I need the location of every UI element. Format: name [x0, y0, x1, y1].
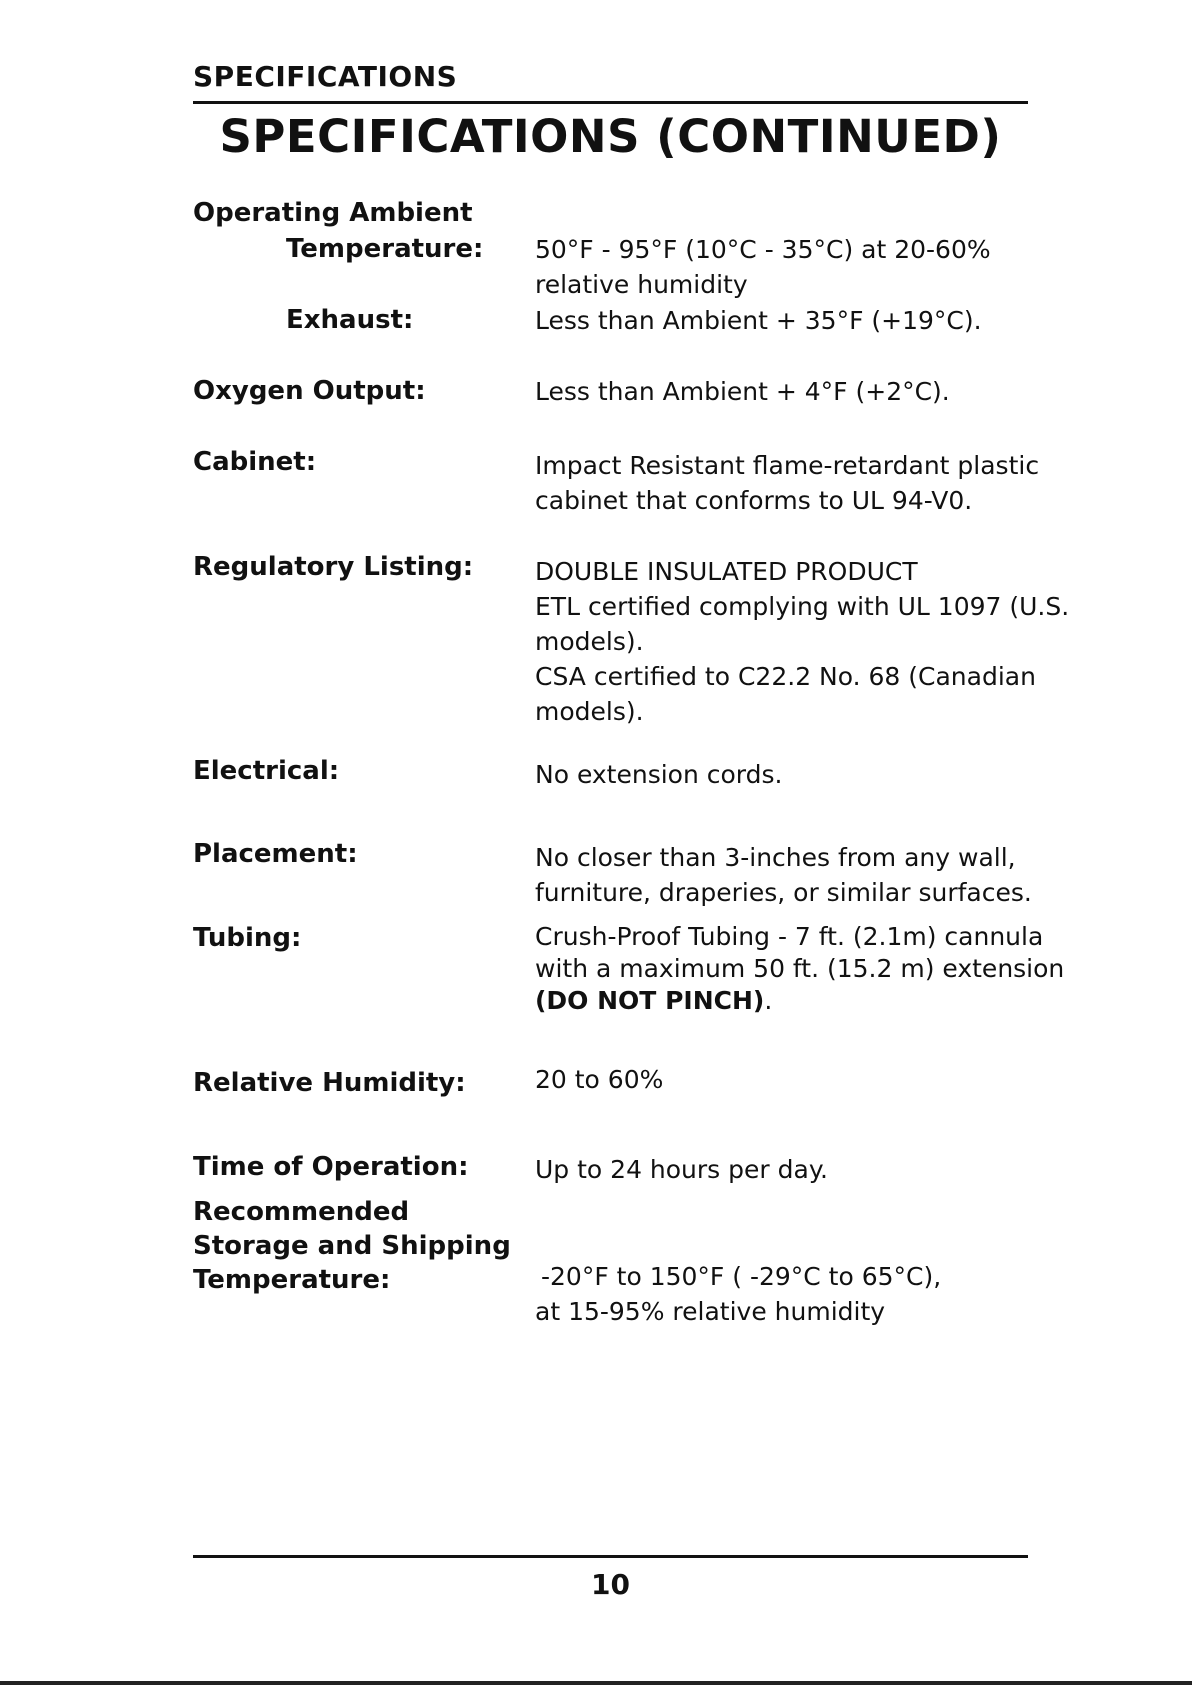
electrical-label: Electrical:: [193, 756, 340, 786]
storage-label-line-3: Temperature:: [193, 1265, 391, 1295]
temperature-value-line-1: 50°F - 95°F (10°C - 35°C) at 20-60%: [535, 235, 991, 264]
tubing-line-3: [535, 985, 1064, 1017]
operating-ambient-label: Operating Ambient: [193, 198, 473, 228]
regulatory-line-3: models).: [535, 627, 644, 656]
storage-value-line-1: -20°F to 150°F ( -29°C to 65°C),: [541, 1262, 942, 1291]
regulatory-line-5: models).: [535, 697, 644, 726]
cabinet-value-line-2: cabinet that conforms to UL 94-V0.: [535, 486, 973, 515]
regulatory-line-2: ETL certified complying with UL 1097 (U.S.: [535, 592, 1070, 621]
page-number: 10: [591, 1568, 630, 1601]
regulatory-listing-value: [535, 554, 1069, 729]
tubing-label: Tubing:: [193, 923, 302, 953]
placement-label: Placement:: [193, 839, 358, 869]
cabinet-label: Cabinet:: [193, 447, 317, 477]
storage-value: [535, 1259, 941, 1329]
page-title: SPECIFICATIONS (CONTINUED): [219, 110, 1002, 163]
regulatory-line-4: CSA certified to C22.2 No. 68 (Canadian: [535, 662, 1036, 691]
storage-label-line-1: Recommended: [193, 1197, 410, 1227]
do-not-pinch-warning: (DO NOT PINCH): [535, 986, 765, 1015]
footer-rule: [193, 1555, 1028, 1558]
regulatory-listing-label: Regulatory Listing:: [193, 552, 474, 582]
cabinet-value-line-1: Impact Resistant flame-retardant plastic: [535, 451, 1040, 480]
relative-humidity-value: 20 to 60%: [535, 1065, 664, 1094]
tubing-line-2: with a maximum 50 ft. (15.2 m) extension: [535, 954, 1065, 983]
manual-page: [193, 0, 1070, 1685]
tubing-value: [535, 921, 1064, 1017]
time-of-operation-label: Time of Operation:: [193, 1152, 469, 1182]
cabinet-value: [535, 448, 1039, 518]
temperature-value-line-2: relative humidity: [535, 270, 748, 299]
placement-line-2: furniture, draperies, or similar surfaces.: [535, 878, 1032, 907]
section-header: SPECIFICATIONS: [193, 60, 458, 93]
storage-value-line-2: at 15-95% relative humidity: [535, 1297, 886, 1326]
header-rule: [193, 101, 1028, 104]
page-edge: [0, 1681, 1192, 1685]
placement-value: [535, 840, 1032, 910]
storage-label-line-2: Storage and Shipping: [193, 1231, 511, 1261]
temperature-label: Temperature:: [286, 234, 484, 264]
storage-label: [193, 1195, 511, 1297]
exhaust-value: Less than Ambient + 35°F (+19°C).: [535, 306, 982, 335]
oxygen-output-value: Less than Ambient + 4°F (+2°C).: [535, 377, 950, 406]
exhaust-label: Exhaust:: [286, 305, 414, 335]
tubing-line-1: Crush-Proof Tubing - 7 ft. (2.1m) cannula: [535, 922, 1044, 951]
electrical-value: No extension cords.: [535, 760, 783, 789]
regulatory-line-1: DOUBLE INSULATED PRODUCT: [535, 557, 918, 586]
time-of-operation-value: Up to 24 hours per day.: [535, 1155, 828, 1184]
temperature-value: [535, 232, 991, 302]
tubing-warning-period: .: [764, 986, 773, 1015]
relative-humidity-label: Relative Humidity:: [193, 1068, 466, 1098]
placement-line-1: No closer than 3-inches from any wall,: [535, 843, 1016, 872]
oxygen-output-label: Oxygen Output:: [193, 376, 426, 406]
